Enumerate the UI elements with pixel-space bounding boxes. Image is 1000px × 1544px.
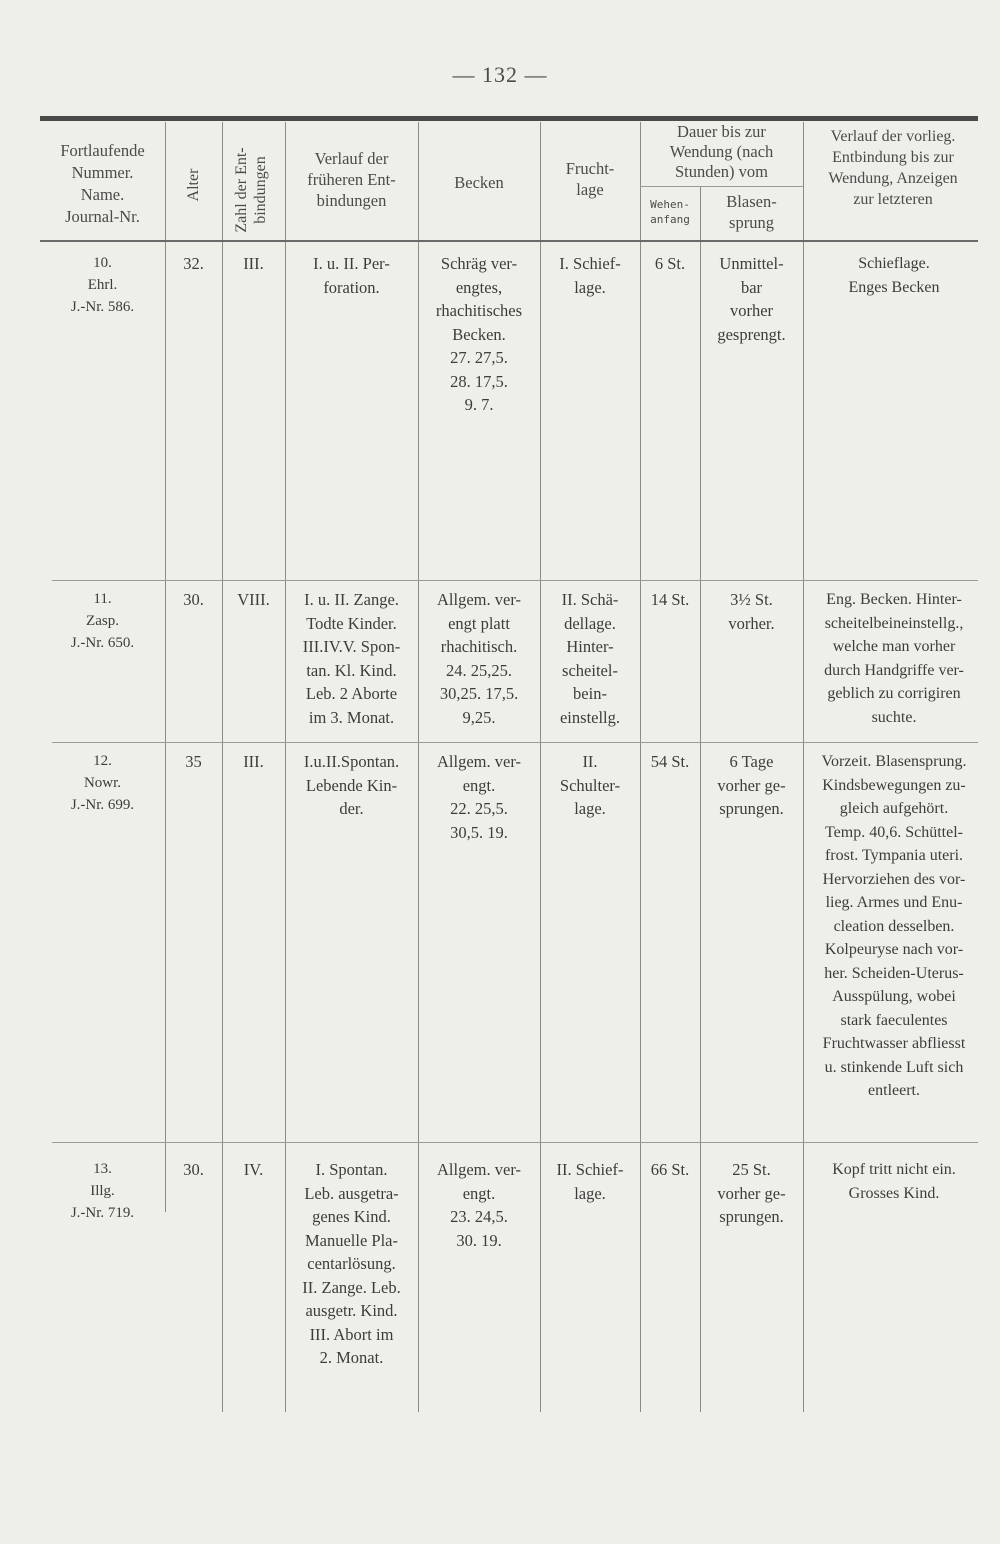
cell-line: 30,5. 19. — [450, 822, 508, 842]
cell-line: lage. — [574, 277, 606, 297]
cell-line: bar — [740, 277, 763, 297]
cell-anzeigen — [803, 750, 985, 1103]
cell-line: I.u.II.Spontan. — [303, 752, 400, 771]
cell-line: 6 Tage — [729, 752, 774, 771]
cell-id — [40, 1158, 165, 1224]
cell-fruchtlage — [540, 252, 640, 299]
cell-line: scheitel- — [562, 660, 618, 680]
cell-line: u. stinkende Luft sich — [824, 1058, 964, 1076]
cell-line: bein- — [573, 684, 607, 703]
header-line: Blasen- — [726, 192, 777, 211]
cell-line: Schulter- — [559, 775, 621, 795]
cell-wehen — [640, 588, 700, 612]
cell-line: lage. — [574, 1183, 606, 1203]
cell-alter — [165, 750, 222, 774]
cell-line: Allgem. ver- — [437, 752, 521, 771]
header-line: Fortlaufende — [60, 141, 145, 160]
cell-line: II. Zange. Leb. — [302, 1277, 401, 1297]
header-line: Entbindung bis zur — [832, 149, 954, 166]
cell-line: III. — [243, 752, 264, 771]
cell-line: Manuelle Pla- — [304, 1230, 398, 1250]
cell-verlauf — [285, 252, 418, 299]
cell-line: gesprengt. — [717, 324, 786, 344]
cell-line: welche man vorher — [832, 638, 956, 655]
cell-line: 10. — [93, 255, 112, 271]
cell-line: rhachitisch. — [440, 637, 518, 656]
header-becken: Becken — [454, 173, 504, 192]
cell-line: Kolpeuryse nach vor- — [824, 941, 964, 958]
cell-line: foration. — [323, 277, 380, 297]
cell-line: 24. 25,25. — [446, 660, 512, 680]
cell-line: suchte. — [871, 708, 917, 726]
cell-line: 54 St. — [650, 752, 690, 771]
cell-verlauf — [285, 1158, 418, 1370]
cell-line: Temp. 40,6. Schüttel- — [825, 823, 963, 841]
header-line: bindungen — [316, 191, 387, 210]
cell-line: I. Spontan. — [315, 1160, 388, 1179]
cell-alter — [165, 588, 222, 612]
cell-wehen — [640, 252, 700, 276]
cell-line: J.-Nr. 719. — [70, 1205, 135, 1221]
cell-line: Kopf tritt nicht ein. — [832, 1161, 956, 1178]
cell-line: engtes, — [455, 277, 503, 297]
header-line: anfang — [650, 213, 690, 226]
cell-line: geblich zu corrigiren — [827, 685, 961, 702]
header-line: Zahl der Ent- — [233, 147, 250, 233]
cell-line: Hervorziehen des vor- — [822, 870, 966, 888]
cell-fruchtlage — [540, 750, 640, 821]
cell-verlauf — [285, 750, 418, 821]
cell-line: Fruchtwasser abfliesst — [822, 1035, 966, 1052]
cell-line: J.-Nr. 586. — [70, 299, 135, 315]
cell-line: VIII. — [237, 590, 270, 609]
cell-line: Schieflage. — [858, 255, 930, 272]
cell-line: genes Kind. — [312, 1207, 391, 1226]
header-fortlaufende — [40, 140, 165, 228]
cell-blasen — [700, 588, 803, 635]
cell-line: im 3. Monat. — [308, 707, 395, 727]
cell-fruchtlage — [540, 1158, 640, 1205]
header-alter: Alter — [185, 168, 202, 202]
row-separator — [52, 742, 978, 743]
cell-line: Todte Kinder. — [306, 613, 397, 633]
cell-line: lieg. Armes und Enu- — [825, 894, 963, 911]
cell-line: Zasp. — [86, 613, 119, 629]
cell-line: 3½ St. — [730, 590, 773, 609]
row-separator — [52, 1142, 978, 1143]
cell-zahl — [222, 1158, 285, 1182]
cell-line: scheitelbeineinstellg., — [824, 614, 964, 632]
cell-line: 9. 7. — [464, 395, 494, 414]
header-line: Name. — [80, 185, 125, 204]
cell-line: lage. — [574, 799, 606, 818]
cell-line: 2. Monat. — [319, 1348, 384, 1367]
cell-line: stark faeculentes — [840, 1011, 948, 1029]
cell-line: Becken. — [452, 324, 506, 344]
header-verlauf-vorlieg — [803, 126, 983, 210]
cell-line: Leb. ausgetra- — [304, 1183, 399, 1203]
cell-line: Ausspülung, wobei — [832, 988, 956, 1005]
cell-anzeigen — [803, 1158, 985, 1205]
cell-line: Ehrl. — [87, 277, 118, 293]
cell-line: 30,25. 17,5. — [439, 684, 519, 703]
header-wehenanfang — [640, 197, 700, 227]
cell-line: rhachitisches — [435, 301, 523, 320]
header-line: Wendung, Anzeigen — [828, 170, 958, 187]
header-line: früheren Ent- — [307, 170, 396, 189]
cell-line: III. — [243, 254, 264, 273]
cell-line: I. u. II. Per- — [313, 254, 390, 273]
cell-line: gleich aufgehört. — [839, 800, 949, 817]
cell-line: sprungen. — [719, 1207, 784, 1226]
cell-line: sprungen. — [719, 799, 784, 818]
cell-line: her. Scheiden-Uterus- — [824, 964, 964, 982]
header-line: sprung — [729, 213, 774, 232]
cell-wehen — [640, 750, 700, 774]
cell-line: Allgem. ver- — [437, 1160, 521, 1179]
cell-line: 6 St. — [654, 254, 686, 273]
cell-line: einstellg. — [559, 707, 621, 727]
cell-line: 27. 27,5. — [450, 348, 508, 367]
cell-zahl — [222, 750, 285, 774]
cell-line: Lebende Kin- — [305, 775, 398, 795]
col-divider — [165, 122, 166, 1212]
cell-line: dellage. — [564, 613, 616, 633]
cell-becken — [418, 588, 540, 729]
cell-line: III. Abort im — [309, 1324, 394, 1344]
cell-line: vorher. — [728, 613, 775, 633]
cell-line: IV. — [243, 1160, 264, 1179]
cell-line: 35 — [185, 752, 202, 771]
cell-blasen — [700, 750, 803, 821]
header-line: lage — [576, 180, 604, 199]
cell-line: engt platt — [448, 613, 510, 633]
top-rule — [40, 116, 978, 121]
cell-line: 11. — [93, 591, 112, 607]
cell-line: tan. Kl. Kind. — [306, 660, 397, 680]
cell-line: II. Schief- — [556, 1160, 624, 1179]
cell-line: 30. — [183, 590, 204, 609]
header-verlauf-frueher — [285, 148, 418, 211]
cell-id — [40, 252, 165, 318]
cell-anzeigen — [803, 252, 985, 299]
cell-line: 9,25. — [462, 707, 496, 727]
cell-blasen — [700, 252, 803, 346]
group-rule — [640, 186, 803, 187]
cell-line: durch Handgriffe ver- — [824, 661, 964, 679]
cell-becken — [418, 252, 540, 417]
cell-anzeigen — [803, 588, 985, 729]
cell-line: ausgetr. Kind. — [305, 1301, 398, 1320]
cell-line: 66 St. — [650, 1160, 690, 1179]
cell-line: I. u. II. Zange. — [304, 590, 399, 609]
cell-line: Illg. — [90, 1183, 115, 1199]
cell-line: 22. 25,5. — [450, 799, 508, 818]
cell-line: J.-Nr. 650. — [70, 635, 135, 651]
cell-line: Hinter- — [566, 637, 614, 656]
cell-line: 30. 19. — [456, 1230, 502, 1250]
cell-line: Grosses Kind. — [848, 1184, 940, 1202]
header-line: Wehen- — [650, 198, 690, 211]
header-line: zur letzteren — [853, 191, 933, 208]
cell-line: II. — [582, 752, 598, 771]
cell-line: 30. — [183, 1160, 204, 1179]
cell-line: 32. — [183, 254, 204, 273]
header-line: Journal-Nr. — [65, 207, 140, 226]
header-blasensprung — [700, 191, 803, 233]
page-number: — 132 — — [452, 62, 548, 87]
cell-blasen — [700, 1158, 803, 1229]
cell-line: Vorzeit. Blasensprung. — [821, 753, 967, 770]
cell-alter — [165, 252, 222, 276]
cell-line: Allgem. ver- — [437, 590, 521, 609]
cell-line: cleation desselben. — [833, 917, 955, 935]
cell-line: vorher ge- — [717, 1183, 786, 1203]
cell-line: Schräg ver- — [440, 254, 518, 273]
cell-line: 23. 24,5. — [450, 1207, 508, 1226]
header-line: Dauer bis zur — [677, 122, 766, 141]
cell-fruchtlage — [540, 588, 640, 729]
cell-line: vorher — [729, 301, 774, 320]
row-separator — [52, 580, 978, 581]
cell-line: entleert. — [868, 1082, 920, 1099]
cell-line: vorher ge- — [717, 775, 786, 795]
cell-line: 13. — [93, 1161, 112, 1177]
cell-alter — [165, 1158, 222, 1182]
cell-line: 25 St. — [732, 1160, 771, 1179]
cell-line: 14 St. — [650, 590, 690, 609]
header-zahl-der-entbindungen — [232, 125, 270, 255]
cell-line: Leb. 2 Aborte — [305, 684, 398, 703]
cell-line: III.IV.V. Spon- — [302, 637, 401, 656]
cell-line: I. Schief- — [559, 254, 621, 273]
cell-line: engt. — [462, 775, 496, 795]
cell-line: der. — [339, 799, 364, 818]
cell-line: Kindsbewegungen zu- — [822, 776, 966, 794]
cell-line: 28. 17,5. — [450, 371, 508, 391]
cell-zahl — [222, 588, 285, 612]
header-dauer-group — [640, 122, 803, 182]
cell-line: 12. — [93, 753, 112, 769]
cell-line: Unmittel- — [719, 254, 784, 273]
header-rule — [40, 240, 978, 242]
cell-line: engt. — [462, 1183, 496, 1203]
header-line: Wendung (nach — [669, 142, 774, 161]
cell-line: J.-Nr. 699. — [70, 797, 135, 813]
cell-line: centarlösung. — [307, 1254, 396, 1273]
cell-zahl — [222, 252, 285, 276]
cell-line: II. Schä- — [561, 590, 619, 609]
cell-line: frost. Tympania uteri. — [824, 847, 964, 864]
header-line: bindungen — [252, 156, 269, 224]
cell-id — [40, 588, 165, 654]
cell-becken — [418, 1158, 540, 1252]
cell-wehen — [640, 1158, 700, 1182]
cell-becken — [418, 750, 540, 844]
cell-line: Enges Becken — [848, 278, 940, 296]
cell-verlauf — [285, 588, 418, 729]
cell-line: Nowr. — [83, 775, 122, 791]
cell-line: Eng. Becken. Hinter- — [826, 591, 962, 608]
header-line: Frucht- — [565, 159, 615, 178]
cell-id — [40, 750, 165, 816]
header-line: Verlauf der vorlieg. — [830, 128, 956, 145]
header-line: Verlauf der — [314, 149, 389, 168]
header-line: Nummer. — [71, 163, 134, 182]
header-fruchtlage — [540, 158, 640, 200]
header-line: Stunden) vom — [674, 162, 769, 181]
